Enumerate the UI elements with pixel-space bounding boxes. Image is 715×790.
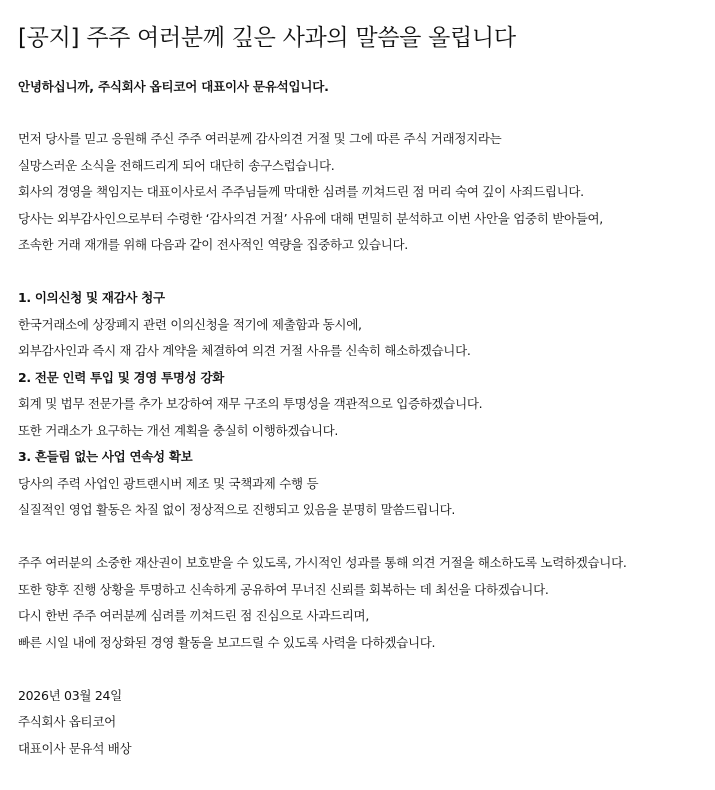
action-plan (18, 285, 715, 524)
section-heading: 3. 흔들림 없는 사업 연속성 확보 (18, 449, 193, 464)
section-line: 실질적인 영업 활동은 차질 없이 정상적으로 진행되고 있음을 분명히 말씀드립니다. (18, 502, 456, 517)
closing-line: 다시 한번 주주 여러분께 심려를 끼쳐드린 점 진심으로 사과드리며, (18, 608, 369, 623)
signature-signer: 대표이사 문유석 배상 (18, 740, 132, 756)
intro-line: 실망스러운 소식을 전해드리게 되어 대단히 송구스럽습니다. (18, 157, 335, 173)
intro-paragraph (18, 126, 715, 259)
section-line: 외부감사인과 즉시 재 감사 계약을 체결하여 의견 거절 사유를 신속히 해소하겠습니다. (18, 343, 471, 358)
signature-block (18, 683, 715, 763)
section-heading: 1. 이의신청 및 재감사 청구 (18, 290, 165, 305)
intro-line: 먼저 당사를 믿고 응원해 주신 주주 여러분께 감사의견 거절 및 그에 따른 주식 거래정지라는 (18, 131, 502, 146)
signature-date: 2026년 03월 24일 (18, 687, 122, 703)
closing-paragraph (18, 550, 715, 656)
section-line: 한국거래소에 상장폐지 관련 이의신청을 적기에 제출함과 동시에, (18, 316, 362, 332)
closing-line: 빠른 시일 내에 정상화된 경영 활동을 보고드릴 수 있도록 사력을 다하겠습니다. (18, 634, 436, 650)
section-heading: 2. 전문 인력 투입 및 경영 투명성 강화 (18, 369, 225, 385)
closing-line: 주주 여러분의 소중한 재산권이 보호받을 수 있도록, 가시적인 성과를 통해 의견 거절을 해소하도록 노력하겠습니다. (18, 555, 627, 570)
notice-title: [공지] 주주 여러분께 깊은 사과의 말씀을 올립니다 (18, 25, 516, 51)
section-line: 회계 및 법무 전문가를 추가 보강하여 재무 구조의 투명성을 객관적으로 입증하겠습니다. (18, 396, 483, 411)
intro-line: 회사의 경영을 책임지는 대표이사로서 주주님들께 막대한 심려를 끼쳐드린 점 머리 숙여 깊이 사죄드립니다. (18, 184, 584, 199)
spacer (18, 524, 715, 551)
section-line: 또한 거래소가 요구하는 개선 계획을 충실히 이행하겠습니다. (18, 422, 339, 438)
spacer (18, 259, 715, 286)
closing-line: 또한 향후 진행 상황을 투명하고 신속하게 공유하여 무너진 신뢰를 회복하는 데 최선을 다하겠습니다. (18, 581, 549, 597)
greeting: 안녕하십니까, 주식회사 옵티코어 대표이사 문유석입니다. (18, 79, 329, 94)
intro-line: 조속한 거래 재개를 위해 다음과 같이 전사적인 역량을 집중하고 있습니다. (18, 237, 408, 252)
section-line: 당사의 주력 사업인 광트랜시버 제조 및 국책과제 수행 등 (18, 475, 319, 491)
spacer (18, 656, 715, 683)
signature-company: 주식회사 옵티코어 (18, 714, 116, 729)
intro-line: 당사는 외부감사인으로부터 수령한 ‘감사의견 거절’ 사유에 대해 면밀히 분석하고 이번 사안을 엄중히 받아들여, (18, 210, 603, 226)
